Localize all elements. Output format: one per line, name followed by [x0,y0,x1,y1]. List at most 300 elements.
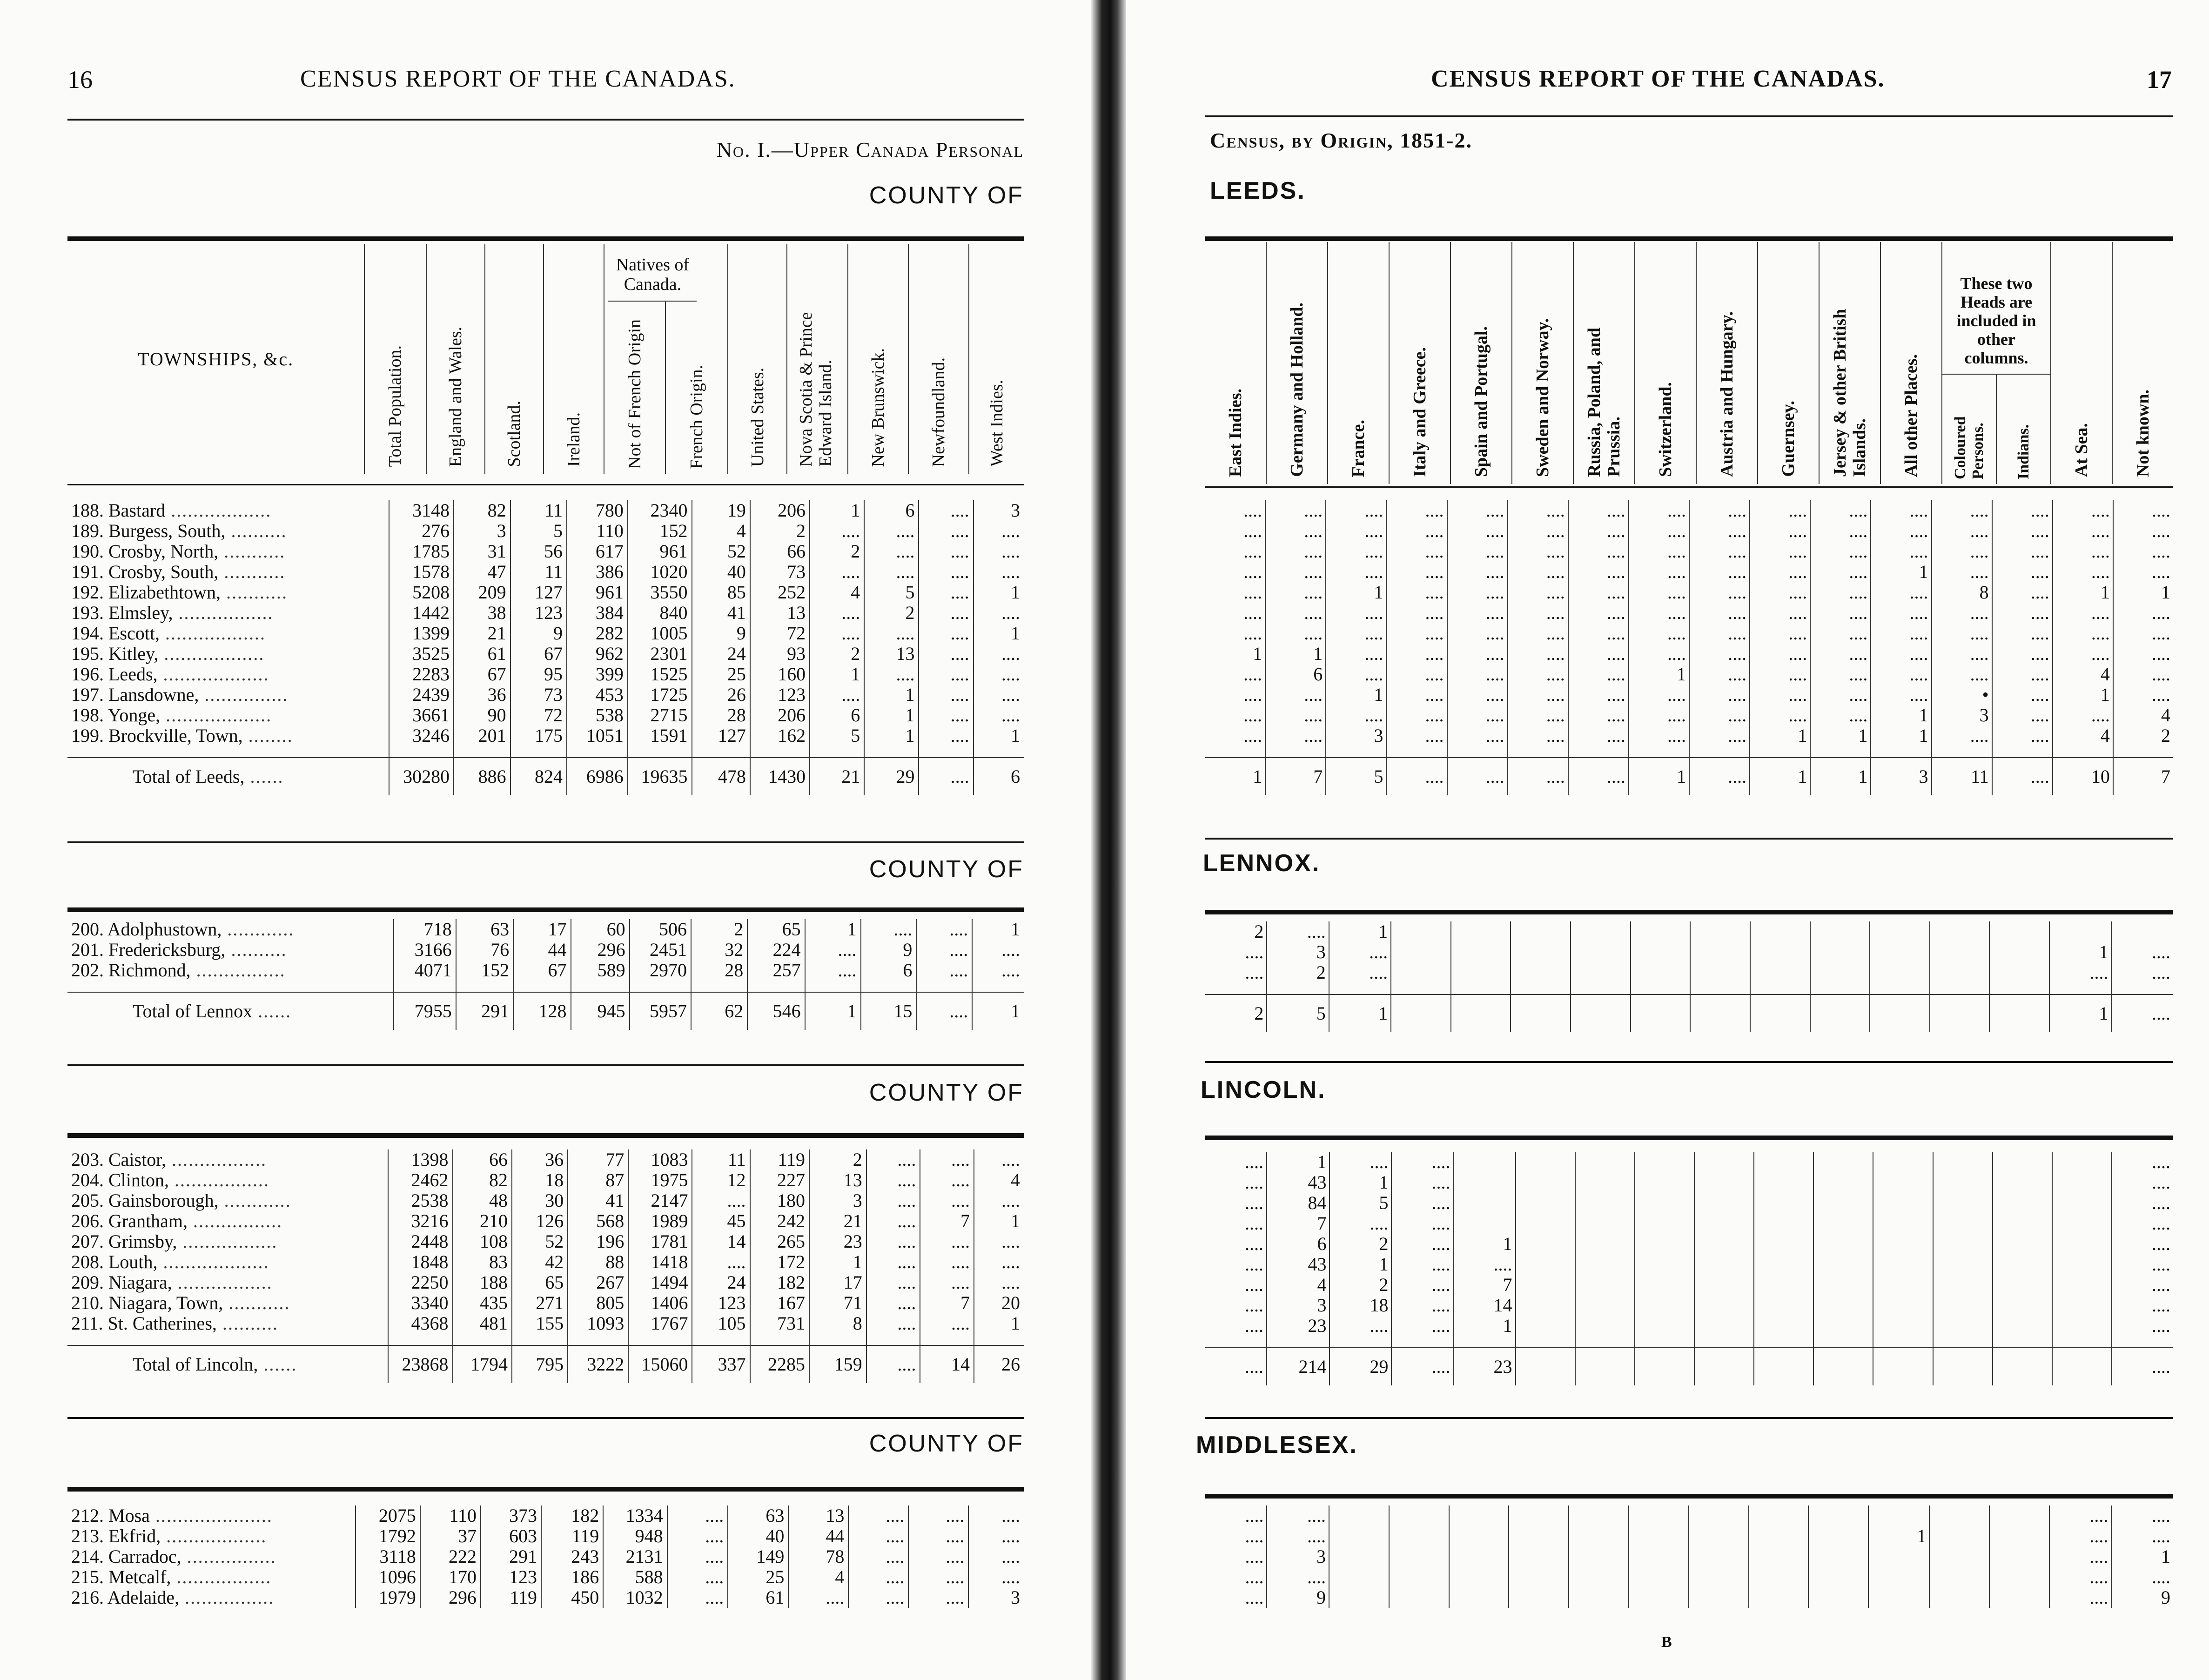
table-cell: .... [1810,562,1871,582]
leader-dots: .................. [165,500,272,521]
spacer-cell [67,981,394,992]
table-cell: .... [861,919,917,940]
township-label: 195. Kitley, [71,643,159,664]
lincoln-top-rule-right [1205,1136,2173,1140]
table-cell: 5 [510,521,567,541]
table-cell: .... [1750,664,1810,685]
table-cell: .... [1329,1213,1391,1234]
table-cell [1454,1213,1516,1234]
spacer-row [1205,983,2173,995]
page-number-right: 17 [2147,66,2172,94]
total-cell: 5 [1267,995,1329,1032]
table-cell: .... [1750,644,1810,664]
table-cell [1930,921,1990,942]
lincoln-end-rule [67,1417,1024,1419]
table-cell: .... [1992,644,2053,664]
table-cell: 182 [750,1272,809,1293]
table-cell: .... [908,1526,968,1546]
table-cell: 11 [510,500,567,521]
table-cell: 7 [1454,1275,1516,1295]
table-cell: 24 [692,1272,750,1293]
table-cell: 72 [750,623,810,644]
leader-dots: ........ [242,725,293,746]
township-label: 216. Adelaide, [71,1587,180,1608]
table-cell: 481 [453,1313,512,1334]
right-col-label: Switzerland. [1656,382,1675,477]
table-cell: 18 [512,1170,568,1190]
table-cell [1989,1505,2049,1526]
col-scotland: Scotland. [504,400,524,467]
spacer-cell [513,981,571,992]
table-cell: 2340 [628,500,692,521]
table-cell: .... [1629,644,1689,664]
table-cell: 2462 [388,1170,452,1190]
spacer-cell [1989,983,2049,995]
total-row [67,1345,1024,1383]
header-bottom-rule-right [1205,486,2173,488]
table-cell: 127 [692,726,750,746]
table-cell: .... [1932,603,1992,623]
table-row [67,623,1024,644]
table-cell: .... [920,1313,974,1334]
table-cell [1575,1295,1635,1316]
table-cell: 2 [1329,1234,1391,1254]
table-cell: .... [2049,962,2111,983]
table-cell: .... [974,1190,1024,1211]
township-label: 203. Caistor, [71,1149,166,1170]
table-cell: .... [1508,521,1568,541]
table-row [1205,1587,2173,1608]
table-cell: .... [1689,623,1750,644]
right-col-label: Not known. [2133,390,2153,477]
table-cell: .... [1810,664,1871,685]
table-cell: .... [2113,541,2173,562]
spacer-cell [2113,746,2173,758]
table-cell: 108 [453,1231,512,1252]
table-cell [1933,1152,1993,1172]
table-cell: 780 [567,500,628,521]
table-cell: .... [864,664,919,685]
table-cell: 435 [453,1293,512,1313]
table-cell: 11 [510,562,567,582]
total-cell [1993,1348,2052,1385]
township-name [67,726,389,746]
table-cell: 1525 [628,664,692,685]
total-cell: 62 [691,992,747,1030]
table-cell: .... [1629,685,1689,705]
table-cell [1694,1152,1754,1172]
table-cell: 88 [568,1252,628,1272]
total-cell: 128 [513,992,571,1030]
table-cell: 196 [568,1231,628,1252]
township-label: 191. Crosby, South, [71,561,219,582]
table-cell: .... [916,960,972,981]
table-cell [1454,1193,1516,1213]
table-cell: 2439 [389,685,454,705]
right-col-header [1328,242,1389,484]
leader-dots: ................... [157,664,269,685]
spacer-cell [510,746,567,758]
table-cell: .... [1326,644,1386,664]
table-cell: .... [1265,500,1326,521]
table-cell: .... [1932,562,1992,582]
township-label: 210. Niagara, Town, [71,1292,223,1313]
table-cell: 399 [567,664,628,685]
table-cell [1690,921,1750,942]
table-cell: 227 [750,1170,809,1190]
table-cell: .... [1386,644,1447,664]
spacer-cell [628,1334,692,1345]
table-cell: .... [1689,500,1750,521]
table-cell: .... [805,940,861,960]
middlesex-top-rule [67,1487,1024,1492]
table-cell: 4 [692,521,750,541]
township-label: 205. Gainsborough, [71,1190,219,1211]
table-cell [1569,1587,1629,1608]
township-label: 194. Escott, [71,623,160,644]
spacer-cell [1690,983,1750,995]
total-cell [1631,995,1691,1032]
table-row [67,664,1024,685]
total-cell: .... [1386,758,1447,795]
spacer-cell [67,746,389,758]
table-cell: .... [916,940,972,960]
table-cell [2052,1316,2112,1336]
spacer-cell [1265,746,1326,758]
table-cell: 71 [809,1293,866,1313]
table-cell: 36 [512,1149,568,1170]
table-cell: 17 [809,1272,866,1293]
lennox-table-right [1205,921,2173,1032]
spacer-cell [394,981,456,992]
left-page [0,0,1091,1680]
table-cell: 84 [1267,1193,1329,1213]
table-cell [1389,1526,1449,1546]
table-cell [1389,1505,1449,1526]
table-cell: .... [974,1231,1024,1252]
table-cell [1575,1316,1635,1336]
table-row [67,1505,1024,1526]
table-cell [1516,1213,1575,1234]
leader-dots: ........... [223,1292,290,1313]
leader-dots: ............ [222,919,295,940]
leader-dots: ................... [157,1251,269,1272]
county-middlesex-right: MIDDLESEX. [1196,1431,1358,1458]
table-cell [1694,1275,1754,1295]
table-cell: .... [920,1272,974,1293]
table-cell: 3 [1267,1546,1329,1567]
leader-dots: ...... [258,1354,297,1375]
table-cell: .... [1689,562,1750,582]
table-cell: .... [1508,685,1568,705]
table-cell: 3 [1932,705,1992,726]
table-cell [1516,1152,1575,1172]
table-cell [1754,1254,1813,1275]
table-cell: .... [1508,500,1568,521]
spacer-cell [571,981,630,992]
table-cell: .... [1871,685,1931,705]
table-cell [1694,1172,1754,1193]
table-cell [1993,1275,2052,1295]
spacer-cell [809,1334,866,1345]
leader-dots: .................. [159,623,266,644]
table-cell: .... [1689,582,1750,603]
table-top-rule-right [1205,236,2173,241]
table-cell: .... [2113,562,2173,582]
table-cell [1690,942,1750,962]
table-cell [1813,1213,1873,1234]
table-cell [1575,1234,1635,1254]
table-row [1205,1295,2173,1316]
table-row [67,1567,1024,1587]
table-cell: .... [1267,921,1329,942]
spacer-cell [1391,983,1451,995]
table-row [1205,921,2173,942]
total-cell [1870,995,1930,1032]
table-cell: 41 [692,603,750,623]
table-cell: .... [1245,1505,1264,1526]
right-page [1126,0,2209,1680]
table-cell: 119 [750,1149,809,1170]
table-cell: 1096 [356,1567,420,1587]
table-cell: .... [1447,541,1508,562]
spacer-cell [920,1334,974,1345]
table-cell: .... [1810,644,1871,664]
table-cell: 2970 [630,960,691,981]
table-cell [1449,1526,1509,1546]
total-cell: 7955 [394,992,456,1030]
table-cell [1929,1546,1989,1567]
table-cell: .... [866,1231,920,1252]
table-cell: .... [1386,500,1447,521]
table-cell: .... [1992,726,2053,746]
table-cell: .... [974,1252,1024,1272]
table-cell: .... [1568,705,1629,726]
county-leeds-right: LEEDS. [1210,177,1306,204]
table-cell [1516,1295,1575,1316]
table-cell: 31 [454,541,510,562]
table-cell [1933,1254,1993,1275]
table-cell: 1725 [628,685,692,705]
leader-dots: ................. [172,1272,273,1293]
table-cell: 4071 [394,960,456,981]
table-row [67,1526,1024,1546]
page-number-left: 16 [67,66,93,94]
table-cell: 63 [728,1505,788,1526]
spacer-cell [567,746,628,758]
table-cell: 1032 [603,1587,667,1608]
left-column-header [67,244,1024,474]
table-cell: 2 [809,1149,866,1170]
table-cell: .... [810,603,864,623]
table-cell [1635,1193,1694,1213]
table-cell: 13 [750,603,810,623]
table-cell: 1 [864,726,919,746]
table-cell: .... [1267,1526,1329,1546]
table-cell: 1781 [628,1231,692,1252]
total-cell: 795 [512,1345,568,1383]
table-cell: .... [2053,500,2113,521]
total-cell: 214 [1267,1348,1329,1385]
table-cell: .... [2053,521,2113,541]
table-cell: .... [1689,644,1750,664]
table-cell: 3 [968,1587,1024,1608]
table-row [1205,1193,2173,1213]
table-cell [1516,1316,1575,1336]
table-cell [1933,1193,1993,1213]
table-cell: 73 [750,562,810,582]
table-cell [1754,1172,1813,1193]
spacer-cell [1754,1336,1813,1348]
spacer-cell [1568,746,1629,758]
table-cell: .... [1508,541,1568,562]
table-cell [1631,942,1691,962]
table-cell: .... [908,1546,968,1567]
table-cell [1929,1505,1989,1526]
table-cell: 5 [864,582,919,603]
spacer-cell [630,981,691,992]
table-cell: 840 [628,603,692,623]
leader-dots: ............ [218,1190,291,1211]
total-cell [1571,995,1631,1032]
table-cell: 2448 [388,1231,452,1252]
table-cell: .... [1326,603,1386,623]
table-cell [1873,1193,1933,1213]
table-cell: .... [919,664,973,685]
table-cell [2052,1193,2112,1213]
table-cell: 110 [420,1505,481,1526]
table-cell: .... [974,603,1024,623]
total-cell [1391,995,1451,1032]
table-cell [1451,921,1511,942]
table-cell: 1083 [628,1149,692,1170]
table-cell: 1005 [628,623,692,644]
leader-dots: .......... [216,1313,278,1334]
table-row [67,1190,1024,1211]
table-cell: 14 [692,1231,750,1252]
table-cell: 267 [568,1272,628,1293]
leader-dots: ................. [173,602,274,623]
table-cell [1808,1526,1868,1546]
middlesex-table-left [67,1505,1024,1608]
table-cell: 4 [810,582,864,603]
lennox-table-left [67,919,1024,1030]
table-cell: .... [1992,685,2053,705]
col-united-states: United States. [747,367,767,467]
leader-dots: ........... [221,582,288,603]
table-cell [1993,1193,2052,1213]
table-cell: .... [1245,1295,1264,1316]
table-cell: .... [1629,562,1689,582]
table-cell [1569,1567,1629,1587]
table-cell: 222 [420,1546,481,1567]
table-cell: .... [667,1526,728,1546]
table-cell [1873,1295,1933,1316]
table-title-left: No. I.—Upper Canada Personal [716,138,1024,161]
table-cell: .... [1329,942,1391,962]
col-newfoundland: Newfoundland. [929,357,949,467]
total-cell: 7 [1265,758,1326,795]
table-cell: 3 [974,500,1024,521]
county-of-middlesex-left: COUNTY OF [869,1430,1024,1457]
table-cell [1694,1316,1754,1336]
total-cell: 5 [1326,758,1386,795]
right-col-label: Austria and Hungary. [1717,311,1737,477]
township-name [67,582,389,603]
total-cell: 1 [2049,995,2111,1032]
table-cell: .... [1245,1274,1264,1295]
right-col-label: Spain and Portugal. [1471,326,1491,477]
leader-dots: ................... [160,705,272,726]
table-cell: .... [1689,521,1750,541]
table-cell: .... [1326,541,1386,562]
table-cell: 93 [750,644,810,664]
table-cell: .... [1871,603,1931,623]
table-cell: 40 [692,562,750,582]
table-cell: 155 [512,1313,568,1334]
table-cell: .... [1871,664,1931,685]
spacer-cell [974,746,1024,758]
table-cell: 170 [420,1567,481,1587]
table-cell [1929,1587,1989,1608]
spacer-cell [2052,1336,2112,1348]
right-col-header [1880,242,1942,484]
table-cell: 78 [788,1546,848,1567]
table-cell: 3148 [389,500,454,521]
table-cell: .... [1992,562,2053,582]
table-row [1205,962,2173,983]
table-cell: 1591 [628,726,692,746]
table-cell: 1 [809,1252,866,1272]
total-cell: .... [2112,1348,2173,1385]
table-cell: 32 [691,940,747,960]
table-cell: 21 [454,623,510,644]
total-cell [1754,1348,1813,1385]
table-cell: 1979 [356,1587,420,1608]
right-col-label: Coloured Persons. [1951,416,1987,479]
table-cell: 28 [692,705,750,726]
table-cell [1873,1152,1933,1172]
right-col-label: Guernsey. [1779,401,1798,477]
table-cell: .... [1447,500,1508,521]
table-cell: .... [1265,521,1326,541]
table-cell: .... [1386,521,1447,541]
spacer-cell [750,1334,809,1345]
table-row [1205,726,2173,746]
total-cell: .... [1568,758,1629,795]
table-cell: .... [919,541,973,562]
table-cell: .... [864,623,919,644]
table-cell: .... [1326,521,1386,541]
table-cell: .... [1810,685,1871,705]
table-cell: .... [1245,1566,1264,1587]
table-cell [1754,1316,1813,1336]
table-cell [2052,1234,2112,1254]
table-cell [1635,1234,1694,1254]
leader-dots: .................. [161,1525,267,1546]
table-cell: .... [2053,603,2113,623]
table-cell: 450 [541,1587,603,1608]
table-cell: 13 [788,1505,848,1526]
table-top-rule-left [67,236,1024,241]
table-cell: 1792 [356,1526,420,1546]
table-row [1205,541,2173,562]
table-cell: 1 [1871,705,1931,726]
total-cell: 886 [454,758,510,795]
table-cell [1749,1526,1809,1546]
table-cell: .... [2049,1567,2111,1587]
total-cell: 337 [692,1345,750,1383]
